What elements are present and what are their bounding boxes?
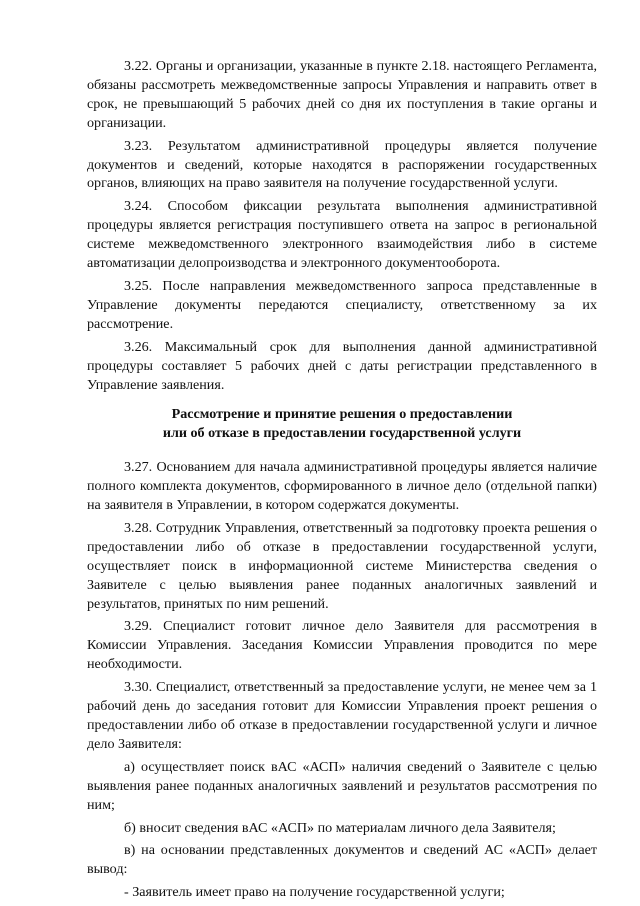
section-heading-line-2: или об отказе в предоставлении государственной услуги	[162, 425, 522, 442]
list-item-a: а) осуществляет поиск вАС «АСП» наличия сведений о Заявителе с целью выявления ранее поданных аналогичных заявлений и результатов рассмотрения по ним;	[87, 758, 597, 813]
paragraph-3-30: 3.30. Специалист, ответственный за предоставление услуги, не менее чем за 1 рабочий день до заседания готовит для Комиссии Управления проект решения о предоставлении либо об отказе в предоставлении государственной услуги и личное дело Заявителя:	[87, 679, 597, 752]
list-item-b: б) вносит сведения вАС «АСП» по материалам личного дела Заявителя;	[124, 819, 556, 836]
paragraph-3-23: 3.23. Результатом административной процедуры является получение документов и сведений, которые находятся в распоряжении государственных органов, влияющих на право заявителя на получение государственной услуги.	[87, 137, 597, 192]
list-item-v: в) на основании представленных документов и сведений АС «АСП» делает вывод:	[87, 842, 597, 878]
paragraph-3-29: 3.29. Специалист готовит личное дело Заявителя для рассмотрения в Комиссии Управления. Заседания Комиссии Управления проводится по мере необходимости.	[87, 618, 597, 673]
paragraph-3-25: 3.25. После направления межведомственного запроса представленные в Управление документы передаются специалисту, ответственному за их рассмотрение.	[87, 277, 597, 332]
list-item-dash: - Заявитель имеет право на получение государственной услуги;	[124, 884, 505, 901]
paragraph-3-24: 3.24. Способом фиксации результата выполнения административной процедуры является регистрация поступившего ответа на запрос в региональной системе межведомственного электронного взаимодействия либо в системе автоматизации делопроизводства и электронного документооборота.	[87, 198, 597, 272]
section-heading-line-1: Рассмотрение и принятие решения о предоставлении	[171, 406, 513, 423]
paragraph-3-27: 3.27. Основанием для начала административной процедуры является наличие полного комплекта документов, сформированного в личное дело (отдельной папки) на заявителя в Управлении, в котором содержатся документы.	[87, 459, 597, 514]
paragraph-3-26: 3.26. Максимальный срок для выполнения данной административной процедуры составляет 5 рабочих дней с даты регистрации представленного в Управление заявления.	[87, 338, 597, 393]
paragraph-3-22: 3.22. Органы и организации, указанные в пункте 2.18. настоящего Регламента, обязаны рассмотреть межведомственные запросы Управления и направить ответ в срок, не превышающий 5 рабочих дней со дня их поступления в такие органы и организации.	[87, 58, 597, 131]
section-heading	[87, 405, 597, 443]
document-body	[87, 57, 597, 906]
paragraph-3-28: 3.28. Сотрудник Управления, ответственный за подготовку проекта решения о предоставлении либо об отказе в предоставлении государственной услуги, осуществляет поиск в информационной системе Министерства сведения о Заявителе с целью выявления ранее поданных аналогичных заявлений и результатов, принятых по ним решений.	[87, 519, 597, 612]
